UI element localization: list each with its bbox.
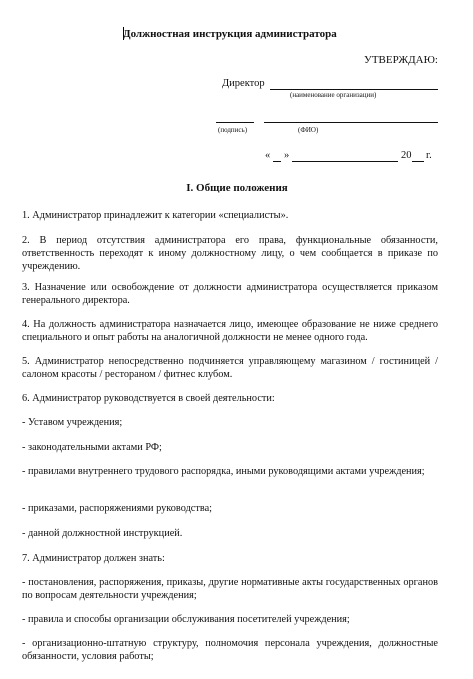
approve-label: УТВЕРЖДАЮ: (364, 54, 438, 66)
list-item-orders: - приказами, распоряжениями руководства; (22, 503, 213, 514)
list-item-regulations: - постановления, распоряжения, приказы, другие нормативные акты государственных органов по вопросам деятельности учреждения; (22, 577, 438, 601)
paragraph-7: 7. Администратор должен знать: (22, 553, 165, 564)
date-day-line (273, 150, 281, 162)
date-month-line (292, 150, 398, 162)
list-item-charter: - Уставом учреждения; (22, 417, 123, 428)
paragraph-1: 1. Администратор принадлежит к категории «специалисты». (22, 210, 289, 221)
fio-caption: (ФИО) (298, 126, 319, 134)
date-quote-close: » (284, 150, 290, 161)
signature-caption: (подпись) (218, 126, 248, 134)
document-title: Должностная инструкция администратора (123, 28, 337, 40)
org-name-caption: (наименование организации) (290, 91, 377, 99)
list-item-rules: - правилами внутреннего трудового распорядка, иными руководящими актами учреждения; (22, 466, 425, 477)
signature-line (216, 112, 254, 123)
paragraph-6: 6. Администратор руководствуется в своей деятельности: (22, 393, 275, 404)
org-name-line (270, 77, 438, 90)
fio-line (264, 112, 438, 123)
paragraph-5: 5. Администратор непосредственно подчиняется управляющему магазином / гостиницей / салоном красоты / рестораном / фитнес клубом. (22, 356, 438, 380)
date-year-prefix: 20 (401, 150, 412, 161)
date-year-suffix: г. (426, 150, 432, 161)
paragraph-4: 4. На должность администратора назначается лицо, имеющее образование не ниже среднего специального и опыт работы на аналогичной должности не менее одного года. (22, 319, 438, 343)
date-quote-open: « (265, 150, 271, 161)
paragraph-2: 2. В период отсутствия администратора его права, функциональные обязанности, ответственность переходят к иному должностному лицу, о чем сообщается в приказе по учреждению. (22, 235, 438, 272)
list-item-service-rules: - правила и способы организации обслуживания посетителей учреждения; (22, 614, 350, 625)
list-item-laws: - законодательными актами РФ; (22, 442, 162, 453)
list-item-instruction: - данной должностной инструкцией. (22, 528, 183, 539)
paragraph-3: 3. Назначение или освобождение от должности администратора осуществляется приказом генерального директора. (22, 282, 438, 306)
date-year-line (412, 150, 424, 162)
section-heading: I. Общие положения (186, 182, 288, 194)
director-label: Директор (222, 78, 265, 89)
list-item-structure: - организационно-штатную структуру, полномочия персонала учреждения, должностные обязанности, условия работы; (22, 638, 438, 662)
